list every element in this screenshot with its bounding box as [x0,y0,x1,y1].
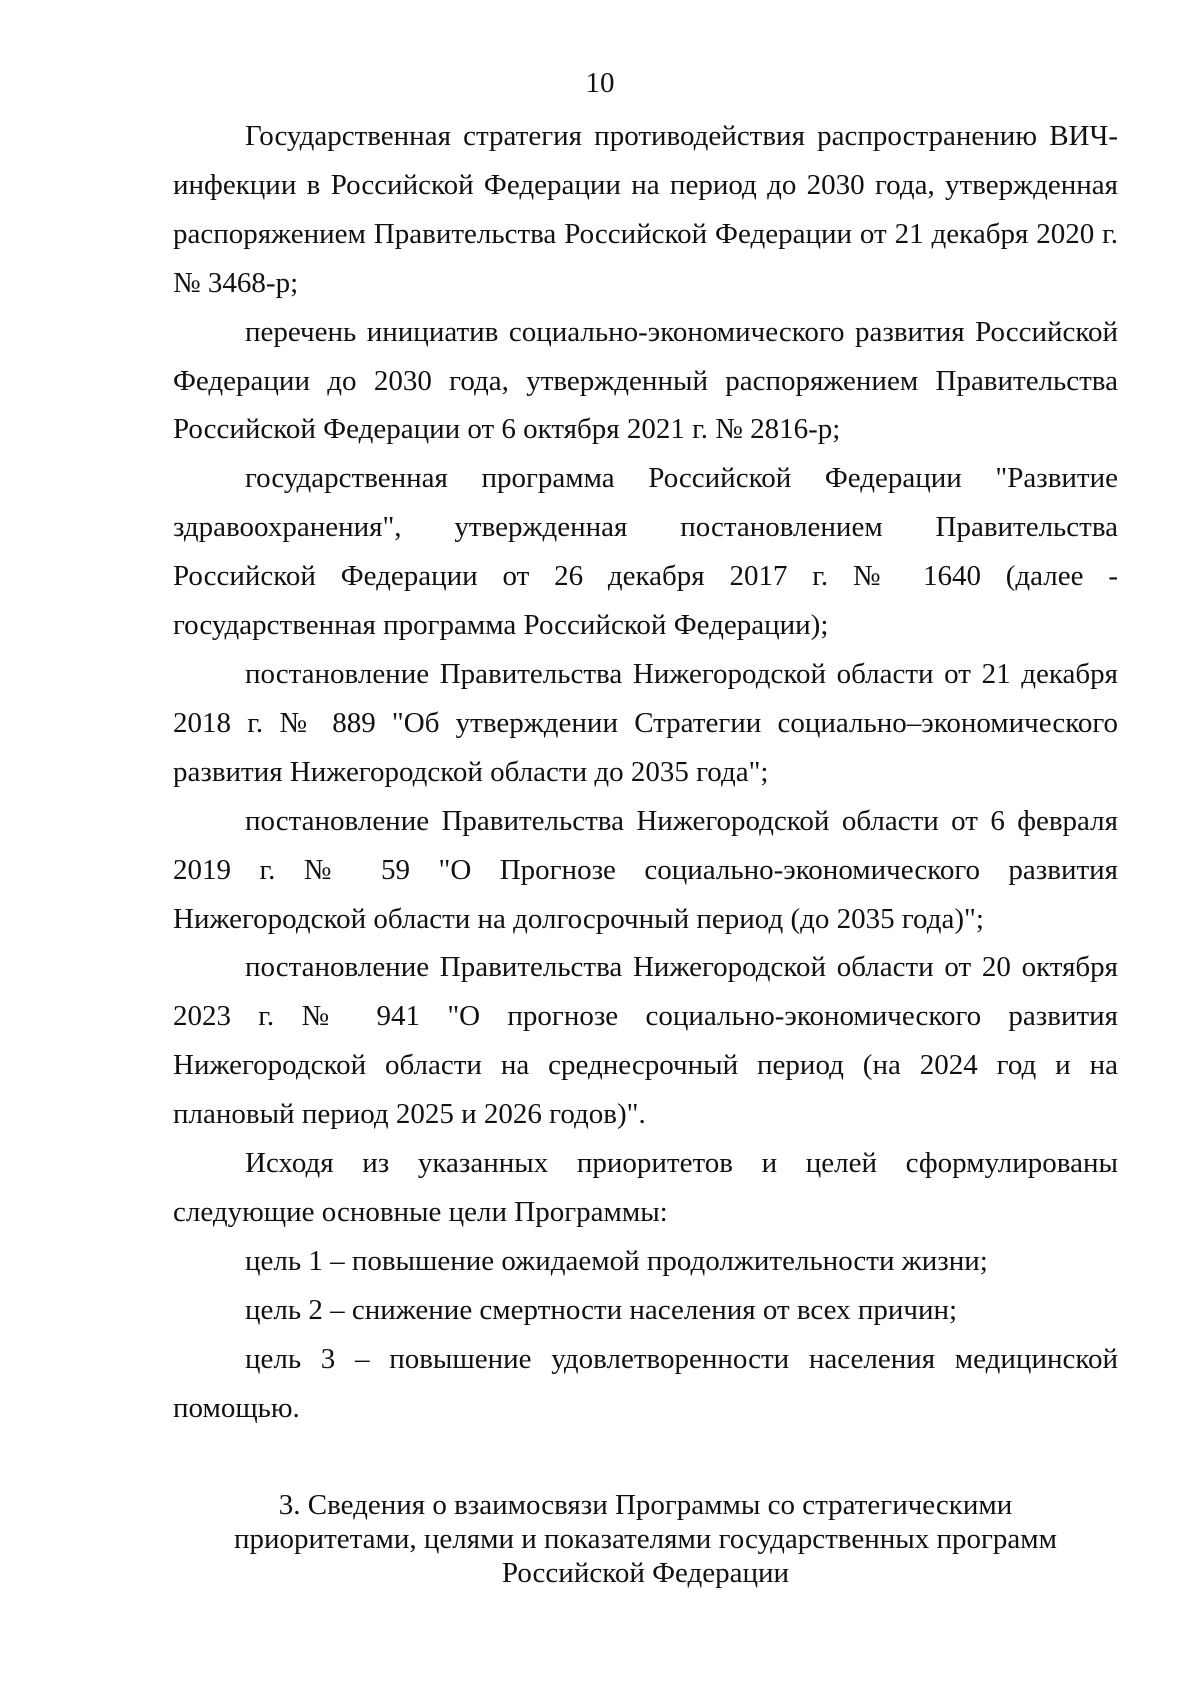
section-heading [173,1488,1118,1590]
paragraph-resolution-889: постановление Правительства Нижегородской области от 21 декабря 2018 г. № 889 "Об утверждении Стратегии социально–экономического развития Нижегородской области до 2035 года"; [173,657,1118,788]
paragraph-resolution-941: постановление Правительства Нижегородской области от 20 октября 2023 г. № 941 "О прогнозе социально-экономического развития Нижегородской области на среднесрочный период (на 2024 год и на плановый период 2025 и 2026 годов)". [173,951,1118,1131]
paragraph-initiatives-list: перечень инициатив социально-экономического развития Российской Федерации до 2030 года, утвержденный распоряжением Правительства Российской Федерации от 6 октября 2021 г. № 2816-р; [173,315,1118,446]
document-body [173,112,1118,1432]
goal-2: цель 2 – снижение смертности населения от всех причин; [245,1293,958,1326]
section-heading-line: 3. Сведения о взаимосвязи Программы со стратегическими [278,1489,1013,1521]
paragraph-resolution-59: постановление Правительства Нижегородской области от 6 февраля 2019 г. № 59 "О Прогнозе социально-экономического развития Нижегородской области на долгосрочный период (до 2035 года)"; [173,804,1118,935]
section-heading-line: Российской Федерации [501,1557,790,1589]
page-number: 10 [585,67,615,99]
paragraph-state-program: государственная программа Российской Федерации "Развитие здравоохранения", утвержденная постановлением Правительства Российской Федерации от 26 декабря 2017 г. № 1640 (далее - государственная программа Российской Федерации); [173,462,1118,642]
paragraph-goals-intro: Исходя из указанных приоритетов и целей сформулированы следующие основные цели Программы: [173,1147,1118,1228]
paragraph-hiv-strategy: Государственная стратегия противодействия распространению ВИЧ-инфекции в Российской Федерации на период до 2030 года, утвержденная распоряжением Правительства Российской Федерации от 21 декабря 2020 г. № 3468-р; [173,120,1118,299]
goal-1: цель 1 – повышение ожидаемой продолжительности жизни; [245,1244,988,1277]
goal-3: цель 3 – повышение удовлетворенности населения медицинской помощью. [173,1342,1118,1424]
section-heading-line: приоритетами, целями и показателями государственных программ [234,1523,1057,1555]
